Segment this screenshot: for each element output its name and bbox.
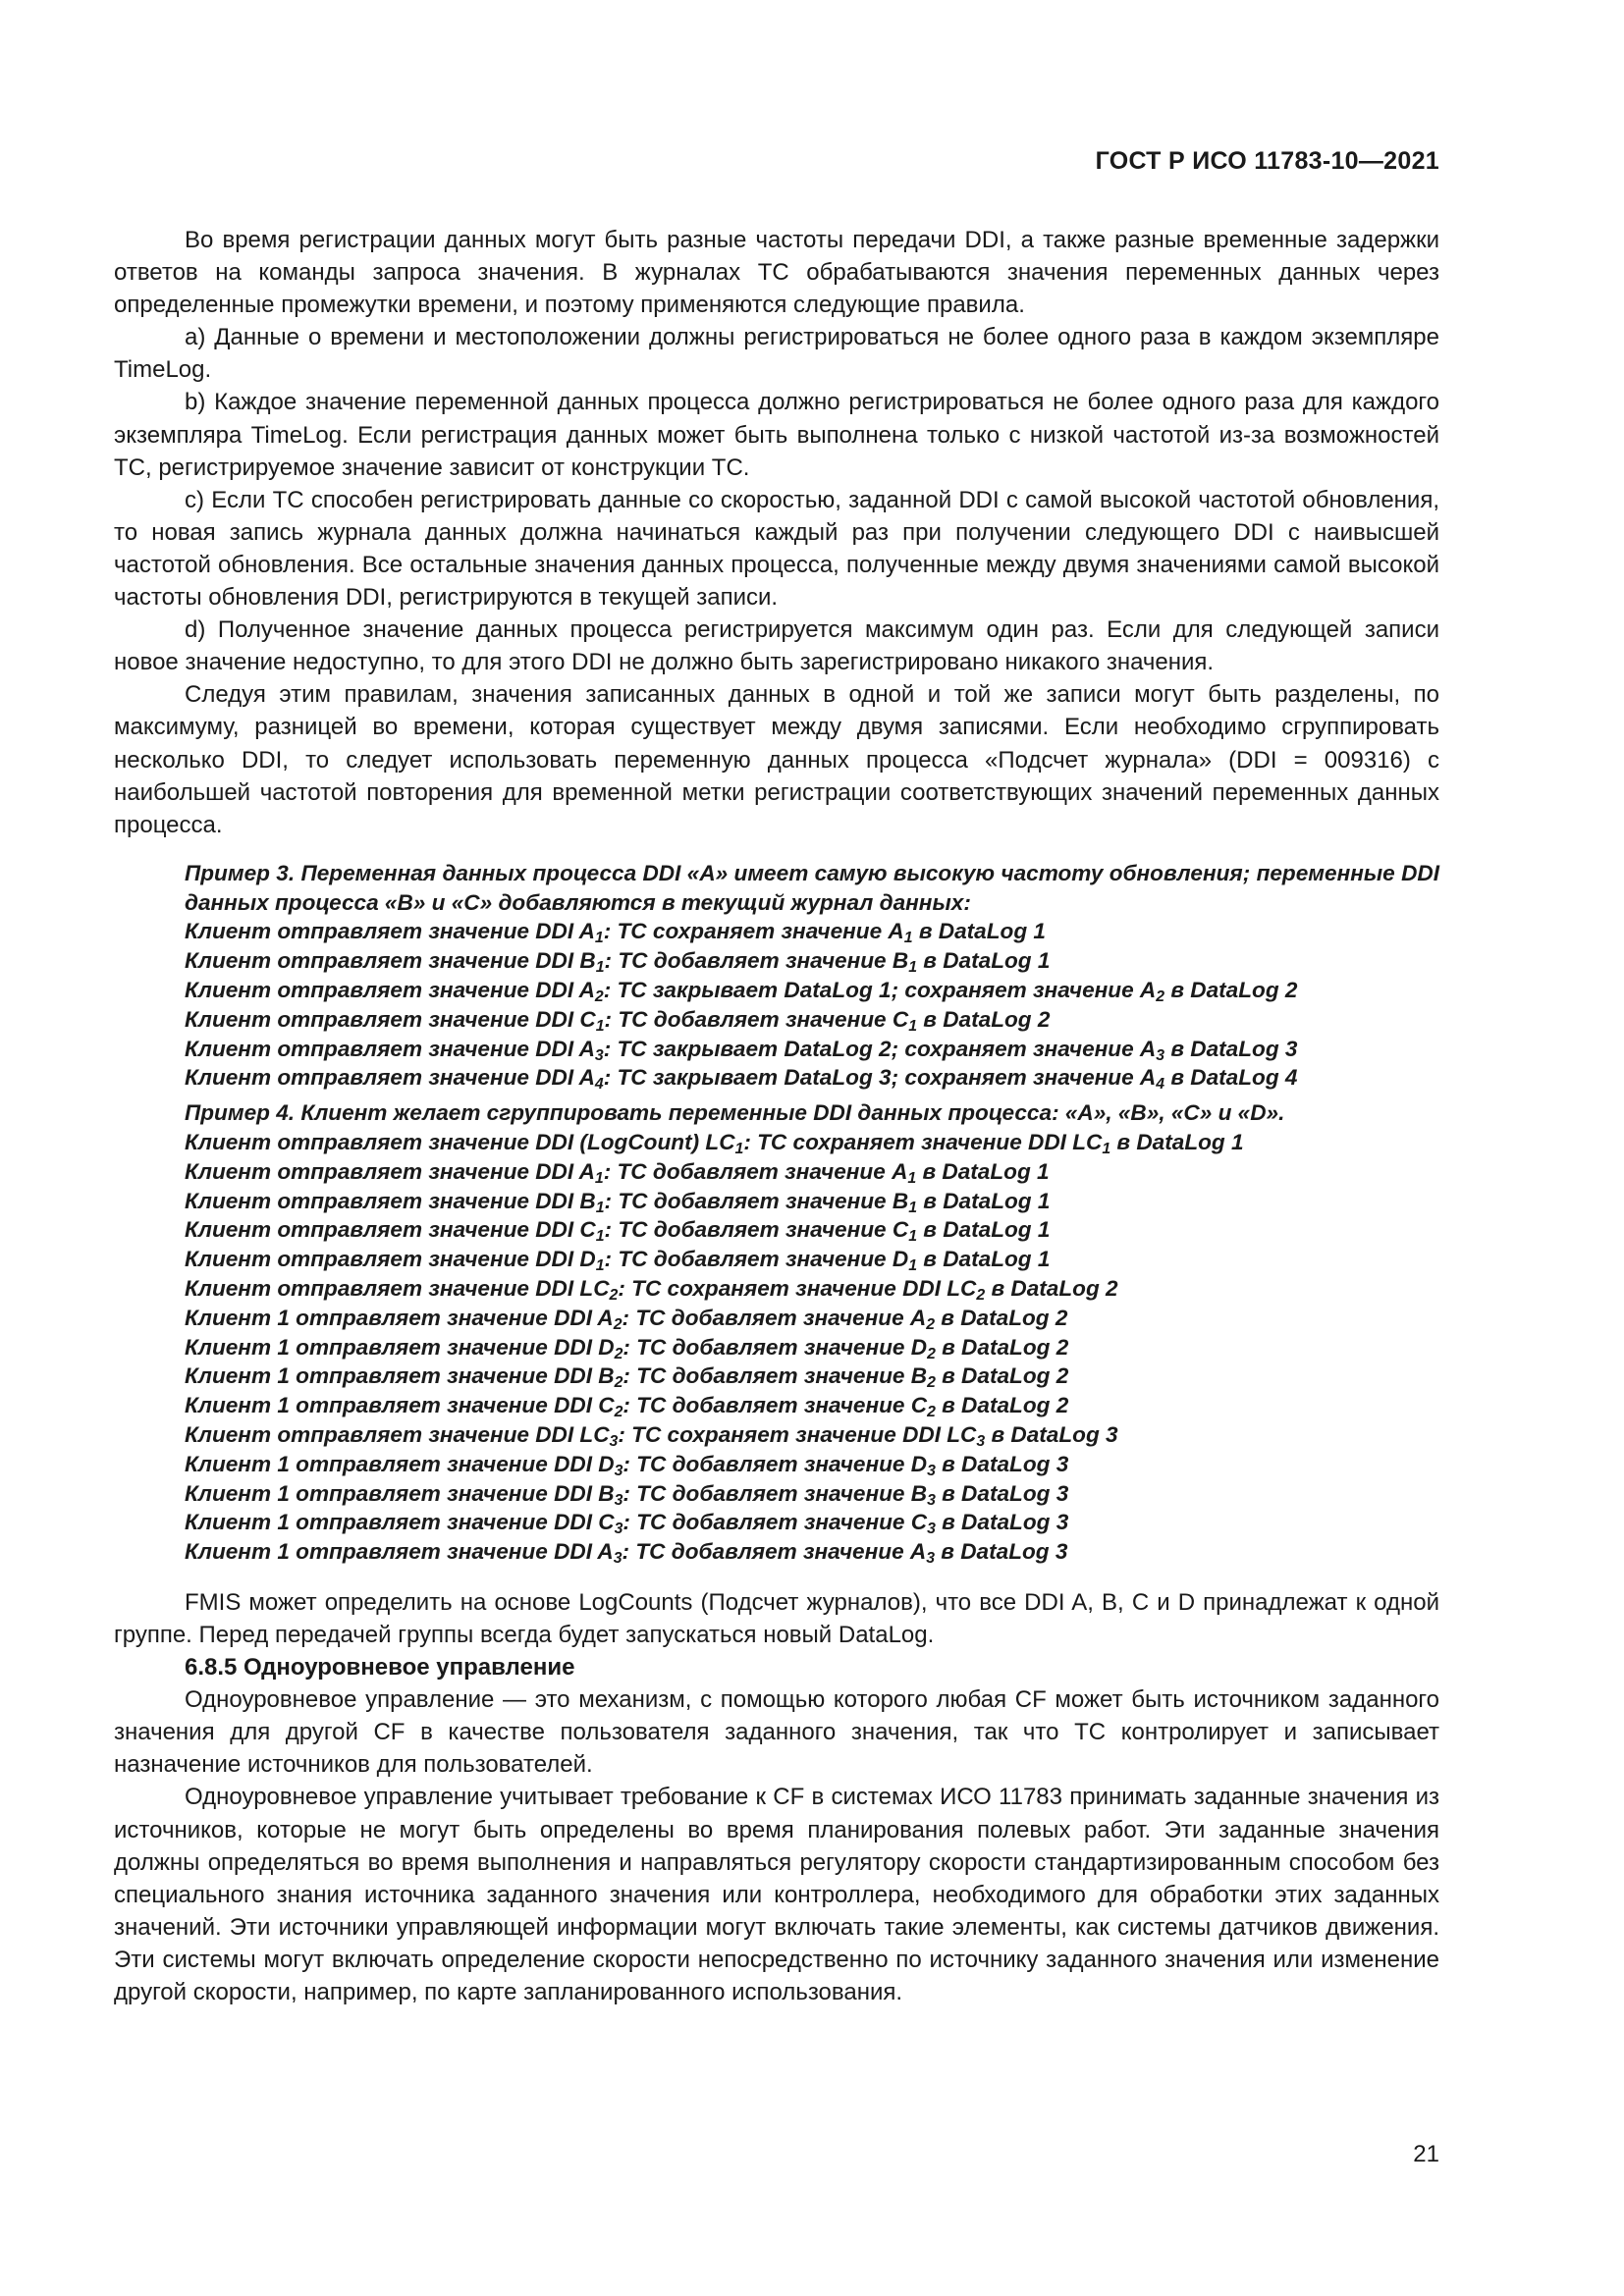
example-line: [185, 1304, 1439, 1333]
subscript-index: 2: [614, 1345, 623, 1362]
subscript-index: 1: [595, 1228, 605, 1246]
subscript-index: 1: [594, 930, 604, 947]
subscript-index: 3: [614, 1491, 623, 1509]
subscript-index: 1: [907, 1169, 917, 1187]
example-text: Клиент отправляет значение DDI (LogCount) LC: [185, 1129, 735, 1154]
example-text: : ТС добавляет значение B: [604, 948, 909, 974]
example-text: Клиент отправляет значение DDI LC: [185, 1275, 610, 1301]
paragraph-section-2: Одноуровневое управление учитывает требование к CF в системах ИСО 11783 принимать заданные значения из источников, которые не могут быть определены во время планирования полевых работ. Эти заданные значения должны определяться во время выполнения и направляться регулятору скорости стандартизированным способом без специального знания источника заданного значения или контроллера, необходимого для обработки этих заданных значений. Эти источники управляющей информации могут включать такие элементы, как системы датчиков движения. Эти системы могут включать определение скорости непосредственно по источнику заданного значения или изменение другой скорости, например, по карте запланированного использования.: [114, 1784, 1439, 2006]
example-line: [185, 1063, 1439, 1093]
example-text: : ТС добавляет значение C: [604, 1006, 909, 1032]
example-line: [185, 1450, 1439, 1479]
example-text: : ТС добавляет значение B: [623, 1363, 928, 1389]
example-text: : ТС сохраняет значение A: [603, 919, 904, 944]
example-text: : ТС добавляет значение C: [623, 1510, 928, 1535]
example-text: : ТС закрывает DataLog 3; сохраняет значение A: [603, 1065, 1157, 1091]
example-text: в DataLog 2: [935, 1393, 1069, 1418]
example-line: [185, 1215, 1439, 1245]
paragraph-rule-d: d) Полученное значение данных процесса регистрируется максимум один раз. Если для следующей записи новое значение недоступно, то для этого DDI не должно быть зарегистрировано никакого значения.: [114, 616, 1439, 676]
example-line: [185, 1005, 1439, 1035]
example-text: : ТС сохраняет значение DDI LC: [618, 1275, 977, 1301]
example-line: [185, 1245, 1439, 1274]
subscript-index: 1: [595, 959, 605, 977]
subscript-index: 3: [926, 1550, 936, 1568]
example-text: Клиент отправляет значение DDI LC: [185, 1421, 610, 1447]
subscript-index: 2: [614, 1404, 623, 1421]
example-line: [185, 1035, 1439, 1064]
example-text: в DataLog 1: [917, 1247, 1051, 1272]
example-text: Клиент 1 отправляет значение DDI C: [185, 1510, 615, 1535]
example-line: [185, 946, 1439, 976]
example-line: [185, 976, 1439, 1005]
example-text: : ТС добавляет значение A: [622, 1539, 927, 1565]
example-text: Клиент отправляет значение DDI A: [185, 1036, 595, 1061]
subscript-index: 1: [595, 1199, 605, 1216]
paragraph-rule-a: a) Данные о времени и местоположении должны регистрироваться не более одного раза в каждом экземпляре TimeLog.: [114, 324, 1439, 384]
example-text: в DataLog 1: [1110, 1129, 1244, 1154]
example-text: : ТС закрывает DataLog 1; сохраняет значение A: [603, 977, 1157, 1002]
subscript-index: 1: [908, 1257, 918, 1275]
example-line: [185, 1420, 1439, 1450]
example-4: [114, 1098, 1439, 1567]
document-header: ГОСТ Р ИСО 11783-10—2021: [1095, 147, 1439, 175]
paragraph-rule-b: b) Каждое значение переменной данных процесса должно регистрироваться не более одного раза для каждого экземпляра TimeLog. Если регистрация данных может быть выполнена только с низкой частотой из-за возможностей ТС, регистрируемое значение зависит от конструкции ТС.: [114, 389, 1439, 481]
example-text: в DataLog 3: [935, 1510, 1069, 1535]
example-text: Клиент 1 отправляет значение DDI D: [185, 1334, 615, 1360]
subscript-index: 3: [1156, 1046, 1165, 1064]
subscript-index: 1: [908, 1199, 918, 1216]
example-text: : ТС добавляет значение C: [604, 1217, 909, 1243]
subscript-index: 2: [1156, 988, 1165, 1005]
example-text: Клиент отправляет значение DDI A: [185, 919, 595, 944]
example-text: : ТС добавляет значение B: [604, 1188, 909, 1213]
example-text: Клиент отправляет значение DDI D: [185, 1247, 596, 1272]
example-text: Клиент отправляет значение DDI B: [185, 948, 596, 974]
example-line: [185, 1479, 1439, 1509]
example-text: : ТС добавляет значение D: [623, 1451, 928, 1476]
subscript-index: 1: [594, 1169, 604, 1187]
example-line: [185, 1333, 1439, 1362]
subscript-index: 2: [927, 1404, 936, 1421]
example-text: : ТС сохраняет значение DDI LC: [743, 1129, 1103, 1154]
page-number: 21: [1413, 2141, 1439, 2167]
example-text: в DataLog 3: [935, 1539, 1068, 1565]
example-text: в DataLog 3: [1164, 1036, 1298, 1061]
example-text: в DataLog 2: [935, 1334, 1069, 1360]
example-text: в DataLog 4: [1164, 1065, 1298, 1091]
subscript-index: 2: [609, 1286, 619, 1304]
page-content: [114, 224, 1439, 2008]
example-text: : ТС добавляет значение A: [603, 1158, 908, 1184]
subscript-index: 2: [927, 1345, 936, 1362]
subscript-index: 1: [1102, 1140, 1111, 1157]
subscript-index: 2: [614, 1374, 623, 1392]
subscript-index: 2: [927, 1374, 936, 1392]
subscript-index: 2: [926, 1315, 936, 1333]
example-line: [185, 1157, 1439, 1187]
example-text: Клиент отправляет значение DDI C: [185, 1006, 596, 1032]
example-text: в DataLog 1: [912, 919, 1046, 944]
example-3-lines: [185, 917, 1439, 1093]
example-text: Клиент 1 отправляет значение DDI C: [185, 1393, 615, 1418]
subscript-index: 1: [908, 1228, 918, 1246]
paragraph-fmis: FMIS может определить на основе LogCounts (Подсчет журналов), что все DDI A, B, C и D принадлежат к одной группе. Перед передачей группы всегда будет запускаться новый DataLog.: [114, 1588, 1439, 1648]
example-text: Клиент отправляет значение DDI C: [185, 1217, 596, 1243]
subscript-index: 2: [976, 1286, 986, 1304]
subscript-index: 3: [927, 1491, 936, 1509]
example-line: [185, 1187, 1439, 1216]
example-text: в DataLog 1: [917, 948, 1051, 974]
example-text: в DataLog 1: [917, 1217, 1051, 1243]
example-text: в DataLog 3: [935, 1480, 1069, 1506]
subscript-index: 3: [614, 1521, 623, 1538]
example-text: в DataLog 2: [985, 1275, 1118, 1301]
example-text: в DataLog 2: [935, 1305, 1068, 1330]
example-text: в DataLog 3: [935, 1451, 1069, 1476]
section-heading: 6.8.5 Одноуровневое управление: [185, 1654, 575, 1682]
example-text: в DataLog 3: [985, 1421, 1118, 1447]
example-text: в DataLog 2: [917, 1006, 1051, 1032]
example-text: : ТС сохраняет значение DDI LC: [618, 1421, 977, 1447]
example-line: [185, 1274, 1439, 1304]
example-text: Клиент отправляет значение DDI A: [185, 977, 595, 1002]
paragraph-grouping: Следуя этим правилам, значения записанных данных в одной и той же записи могут быть разделены, по максимуму, разницей во времени, которая существует между двумя записями. Если необходимо сгруппировать несколько DDI, то следует использовать переменную данных процесса «Подсчет журнала» (DDI = 009316) с наибольшей частотой повторения для временной метки регистрации соответствующих значений переменных данных процесса.: [114, 681, 1439, 838]
example-text: : ТС добавляет значение D: [604, 1247, 909, 1272]
subscript-index: 3: [927, 1462, 936, 1479]
example-text: : ТС добавляет значение D: [623, 1334, 928, 1360]
example-text: Клиент 1 отправляет значение DDI A: [185, 1539, 614, 1565]
example-text: : ТС закрывает DataLog 2; сохраняет значение A: [603, 1036, 1157, 1061]
example-line: [185, 1128, 1439, 1157]
example-text: Клиент 1 отправляет значение DDI A: [185, 1305, 614, 1330]
example-text: : ТС добавляет значение B: [623, 1480, 928, 1506]
subscript-index: 1: [595, 1257, 605, 1275]
example-line: [185, 1508, 1439, 1537]
example-text: в DataLog 2: [1164, 977, 1298, 1002]
subscript-index: 2: [594, 988, 604, 1005]
example-text: Клиент отправляет значение DDI B: [185, 1188, 596, 1213]
subscript-index: 3: [976, 1432, 986, 1450]
example-text: Клиент 1 отправляет значение DDI B: [185, 1480, 615, 1506]
subscript-index: 3: [609, 1432, 619, 1450]
subscript-index: 1: [903, 930, 913, 947]
example-text: в DataLog 2: [935, 1363, 1069, 1389]
example-line: [185, 1362, 1439, 1391]
subscript-index: 3: [927, 1521, 936, 1538]
subscript-index: 2: [613, 1315, 623, 1333]
example-text: в DataLog 1: [916, 1158, 1050, 1184]
subscript-index: 1: [908, 959, 918, 977]
example-4-lines: [185, 1128, 1439, 1567]
example-4-title: Пример 4. Клиент желает сгруппировать переменные DDI данных процесса: «A», «B», «C» и «D».: [185, 1100, 1285, 1126]
example-3-title: Пример 3. Переменная данных процесса DDI «A» имеет самую высокую частоту обновления; переменные DDI данных процесса «B» и «C» добавляются в текущий журнал данных:: [185, 860, 1439, 915]
paragraph-section-1: Одноуровневое управление — это механизм, с помощью которого любая CF может быть источником заданного значения для другой CF в качестве пользователя заданного значения, так что ТС контролирует и записывает назначение источников для пользователей.: [114, 1686, 1439, 1779]
example-line: [185, 1537, 1439, 1567]
paragraph-intro: Во время регистрации данных могут быть разные частоты передачи DDI, а также разные временные задержки ответов на команды запроса значения. В журналах ТС обрабатываются значения переменных данных через определенные промежутки времени, и поэтому применяются следующие правила.: [114, 227, 1439, 319]
example-text: в DataLog 1: [917, 1188, 1051, 1213]
subscript-index: 3: [614, 1462, 623, 1479]
example-text: Клиент 1 отправляет значение DDI D: [185, 1451, 615, 1476]
subscript-index: 3: [594, 1046, 604, 1064]
subscript-index: 1: [595, 1017, 605, 1035]
subscript-index: 1: [908, 1017, 918, 1035]
example-text: : ТС добавляет значение A: [622, 1305, 927, 1330]
example-text: Клиент отправляет значение DDI A: [185, 1065, 595, 1091]
subscript-index: 1: [734, 1140, 744, 1157]
example-text: Клиент отправляет значение DDI A: [185, 1158, 595, 1184]
subscript-index: 4: [1156, 1076, 1165, 1094]
subscript-index: 4: [594, 1076, 604, 1094]
paragraph-rule-c: c) Если ТС способен регистрировать данные со скоростью, заданной DDI с самой высокой частотой обновления, то новая запись журнала данных должна начинаться каждый раз при получении следующего DDI с наивысшей частотой обновления. Все остальные значения данных процесса, полученные между двумя значениями самой высокой частоты обновления DDI, регистрируются в текущей записи.: [114, 486, 1439, 612]
example-text: : ТС добавляет значение C: [623, 1393, 928, 1418]
example-line: [185, 1391, 1439, 1420]
subscript-index: 3: [613, 1550, 623, 1568]
example-line: [185, 917, 1439, 946]
example-text: Клиент 1 отправляет значение DDI B: [185, 1363, 615, 1389]
example-3: [114, 859, 1439, 1093]
